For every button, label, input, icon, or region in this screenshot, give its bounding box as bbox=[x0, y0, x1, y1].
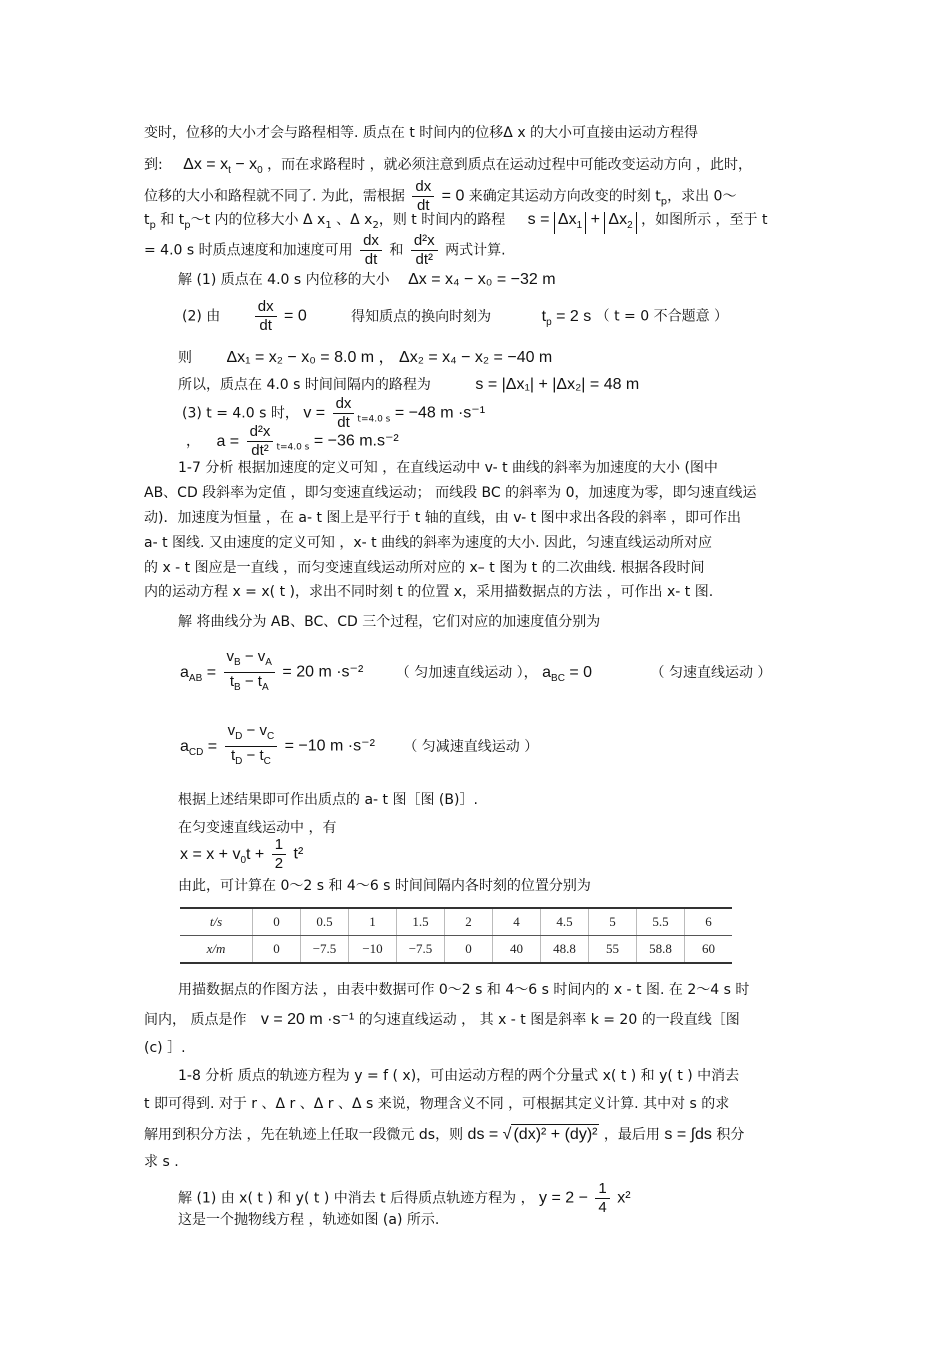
table-cell: −7.5 bbox=[301, 936, 349, 964]
fraction: $\frac{1}{2}$ bbox=[272, 836, 286, 873]
table-cell: 4.5 bbox=[541, 908, 589, 936]
text-line: 则 Δx₁ = x₂ − x₀ = 8.0 m ， Δx₂ = x₄ − x₂ = −40 m bbox=[178, 349, 553, 366]
math-expr: = −10 m ·s⁻² bbox=[284, 737, 375, 755]
text-line: 间内， 质点是作 v = 20 m ·s⁻¹ 的匀速直线运动 ， 其 x - t 图是斜率 k = 20 的一段直线［图 bbox=[144, 1011, 740, 1028]
equation-line bbox=[180, 836, 303, 873]
text-line: (2) 由 $\frac{dx}{dt}$ = 0 得知质点的换向时刻为 $t_p = 2$ s （ t = 0 不合题意 ） bbox=[182, 298, 729, 334]
table-cell: 0.5 bbox=[301, 908, 349, 936]
math-expr: $x = x + v_0t$ + bbox=[180, 845, 265, 866]
math-expr: $s = \Delta x_1 + \Delta x_2$ bbox=[528, 211, 637, 228]
text-run: 位移的大小和路程就不同了. 为此，需根据 bbox=[144, 188, 405, 205]
text-line: 1-7 分析 根据加速度的定义可知 ，在直线运动中 v- t 曲线的斜率为加速度的大小 (图中 bbox=[178, 460, 718, 476]
table-cell: 60 bbox=[685, 936, 733, 964]
fraction: $\frac{dx}{dt}$ bbox=[360, 232, 382, 269]
table-cell: −7.5 bbox=[397, 936, 445, 964]
text-run: ，如图所示 ，至于 t bbox=[641, 212, 768, 228]
text-line: 变时，位移的大小才会与路程相等. 质点在 t 时间内的位移Δ x 的大小可直接由运动方程得 bbox=[144, 125, 699, 141]
table-cell: 4 bbox=[493, 908, 541, 936]
table-cell: 2 bbox=[445, 908, 493, 936]
text-run: 来确定其运动方向改变的时刻 t bbox=[468, 188, 661, 205]
math-expr: a = bbox=[216, 432, 240, 450]
fraction: $\frac{v_D - v_C}{t_D - t_C}$ bbox=[225, 722, 278, 771]
fraction: $\frac{dx}{dt}$ bbox=[333, 395, 355, 432]
math-expr: $a_{AB}$ = bbox=[180, 663, 217, 684]
math-expr: = −36 m.s⁻² bbox=[313, 432, 399, 450]
table-cell: 48.8 bbox=[541, 936, 589, 964]
text-line: (c) ］. bbox=[144, 1040, 186, 1056]
math-expr: $t_p = 2$ s bbox=[541, 307, 592, 328]
math-expr: s = ∫ds bbox=[664, 1126, 712, 1143]
math-expr: = 0 bbox=[441, 187, 465, 205]
math-expr: s = |Δx₁| + |Δx₂| = 48 m bbox=[475, 376, 640, 393]
table-cell: 0 bbox=[445, 936, 493, 964]
table-cell: t/s bbox=[180, 908, 253, 936]
equation-line: $a_{CD}$ = $\frac{v_D - v_C}{t_D - t_C}$ = −10 m ·s⁻² （ 匀减速直线运动 ） bbox=[180, 722, 538, 771]
text-line: 用描数据点的作图方法 ，由表中数据可作 0～2 s 和 4～6 s 时间内的 x - t 图. 在 2～4 s 时 bbox=[178, 982, 750, 998]
text-line: 动)．加速度为恒量 ，在 a- t 图上是平行于 t 轴的直线，由 v- t 图中求出各段的斜率 ，即可作出 bbox=[144, 510, 742, 526]
fraction: $\frac{dx}{dt}$ bbox=[255, 298, 277, 335]
text-line: 在匀变速直线运动中 ，有 bbox=[178, 820, 337, 836]
text-line: 所以，质点在 4.0 s 时间间隔内的路程为 s = |Δx₁| + |Δx₂| = 48 m bbox=[178, 376, 640, 393]
math-expr: v = 20 m ·s⁻¹ bbox=[260, 1011, 355, 1028]
fraction: $\frac{1}{4}$ bbox=[595, 1180, 609, 1217]
fraction: $\frac{\text{d²x}}{\text{dt²}}$ bbox=[247, 423, 274, 460]
text-line: 位移的大小和路程就不同了. 为此，需根据 $\frac{dx}{dt}$ = 0 来确定其运动方向改变的时刻 $t_p$，求出 0～ bbox=[144, 178, 737, 214]
text-line: 解 (1) 由 x( t ) 和 y( t ) 中消去 t 后得质点轨迹方程为 ， y = 2 − $\frac{1}{4}$ x² bbox=[178, 1180, 631, 1216]
table-cell: 1.5 bbox=[397, 908, 445, 936]
text-line: ， a = $\frac{\text{d²x}}{\text{dt²}}$ $_{t=4.0 s}$ = −36 m.s⁻² bbox=[186, 423, 399, 459]
table-cell: 5.5 bbox=[637, 908, 685, 936]
table-cell: 5 bbox=[589, 908, 637, 936]
text-line: 这是一个抛物线方程 ，轨迹如图 (a) 所示. bbox=[178, 1212, 440, 1228]
text-line: 根据上述结果即可作出质点的 a- t 图［图 (B)］. bbox=[178, 792, 478, 808]
text-line: 内的运动方程 x = x( t )，求出不同时刻 t 的位置 x，采用描数据点的方法 ，可作出 x- t 图. bbox=[144, 584, 714, 600]
text-line: AB、CD 段斜率为定值 ，即匀变速直线运动； 而线段 BC 的斜率为 0，加速度为零，即匀速直线运 bbox=[144, 485, 757, 501]
text-line: 1-8 分析 质点的轨迹方程为 y = f ( x)，可由运动方程的两个分量式 x( t ) 和 y( t ) 中消去 bbox=[178, 1068, 740, 1084]
table-cell: 58.8 bbox=[637, 936, 685, 964]
text-line: a- t 图线. 又由速度的定义可知 ，x- t 曲线的斜率为速度的大小. 因此，匀速直线运动所对应 bbox=[144, 535, 712, 551]
table-cell: 1 bbox=[349, 908, 397, 936]
math-expr: x² bbox=[617, 1189, 631, 1207]
math-expr: v = bbox=[303, 404, 326, 422]
table-cell: −10 bbox=[349, 936, 397, 964]
math-expr: $a_{CD}$ = bbox=[180, 737, 218, 758]
text-line: 解 将曲线分为 AB、BC、CD 三个过程，它们对应的加速度值分别为 bbox=[178, 614, 601, 630]
math-expr: = −48 m ·s⁻¹ bbox=[394, 404, 486, 422]
table-cell: 0 bbox=[253, 908, 301, 936]
text-line: $t_p$ 和 $t_p\sim t$ 内的位移大小 Δ $x_1$ 、Δ $x_2$，则 t 时间内的路程 $s = \Delta x_1 + \Delta x_2$ ，如图所示 ，至于 t bbox=[144, 210, 768, 236]
math-expr: Δx = x₄ − x₀ = −32 m bbox=[408, 271, 556, 288]
fraction: $\frac{\text{d²x}}{\text{dt²}}$ bbox=[411, 232, 438, 269]
math-expr: Δx₁ = x₂ − x₀ = 8.0 m ， Δx₂ = x₄ − x₂ = −40 m bbox=[226, 349, 553, 366]
text-line: 求 s . bbox=[144, 1154, 179, 1170]
text-line: 解用到积分方法 ，先在轨迹上任取一段微元 ds，则 ds = √ (dx)² + (dy)² ，最后用 s = ∫ds 积分 bbox=[144, 1126, 745, 1143]
text-line: (3) t = 4.0 s 时， v = $\frac{dx}{dt}$ $_{t=4.0 s}$ = −48 m ·s⁻¹ bbox=[182, 395, 486, 431]
math-expr: $a_{BC} = 0$ bbox=[542, 663, 593, 684]
math-expr: $\Delta x = x_t - x_0$ bbox=[183, 156, 263, 177]
table-cell: 40 bbox=[493, 936, 541, 964]
table-cell: x/m bbox=[180, 936, 253, 964]
math-expr: ds = √ (dx)² + (dy)² bbox=[467, 1126, 598, 1143]
text-run: 到: bbox=[144, 157, 163, 173]
text-run: ，而在求路程时 ，就必须注意到质点在运动过程中可能改变运动方向 ，此时， bbox=[267, 157, 753, 173]
math-expr: t² bbox=[293, 845, 304, 863]
math-expr: y = 2 − bbox=[539, 1189, 588, 1207]
table-row bbox=[180, 908, 732, 936]
equation-line: $a_{AB}$ = $\frac{v_B - v_A}{t_B - t_A}$ = 20 m ·s⁻² （ 匀加速直线运动 ）， $a_{BC} = 0$ （ 匀速直线运动 ） bbox=[180, 648, 771, 697]
text-line: = 4.0 s 时质点速度和加速度可用 $\frac{dx}{dt}$ 和 $\frac{\text{d²x}}{\text{dt²}}$ 两式计算. bbox=[144, 232, 506, 268]
data-table bbox=[180, 907, 732, 964]
math-expr: = 0 bbox=[284, 307, 307, 325]
table-row bbox=[180, 936, 732, 964]
table-cell: 55 bbox=[589, 936, 637, 964]
table-cell: 0 bbox=[253, 936, 301, 964]
text-line: t 即可得到. 对于 r 、Δ r 、Δ r 、Δ s 来说，物理含义不同 ，可根据其定义计算. 其中对 s 的求 bbox=[144, 1096, 730, 1112]
fraction: $\frac{dx}{dt}$ bbox=[412, 178, 434, 215]
math-expr: = 20 m ·s⁻² bbox=[282, 663, 364, 681]
text-line: 由此，可计算在 0～2 s 和 4～6 s 时间间隔内各时刻的位置分别为 bbox=[178, 878, 591, 894]
fraction: $\frac{v_B - v_A}{t_B - t_A}$ bbox=[224, 648, 275, 697]
text-line: 解 (1) 质点在 4.0 s 内位移的大小 Δx = x₄ − x₀ = −32 m bbox=[178, 271, 556, 288]
text-line: 的 x - t 图应是一直线 ，而匀变速直线运动所对应的 x– t 图为 t 的二次曲线. 根据各段时间 bbox=[144, 560, 705, 576]
table-cell: 6 bbox=[685, 908, 733, 936]
